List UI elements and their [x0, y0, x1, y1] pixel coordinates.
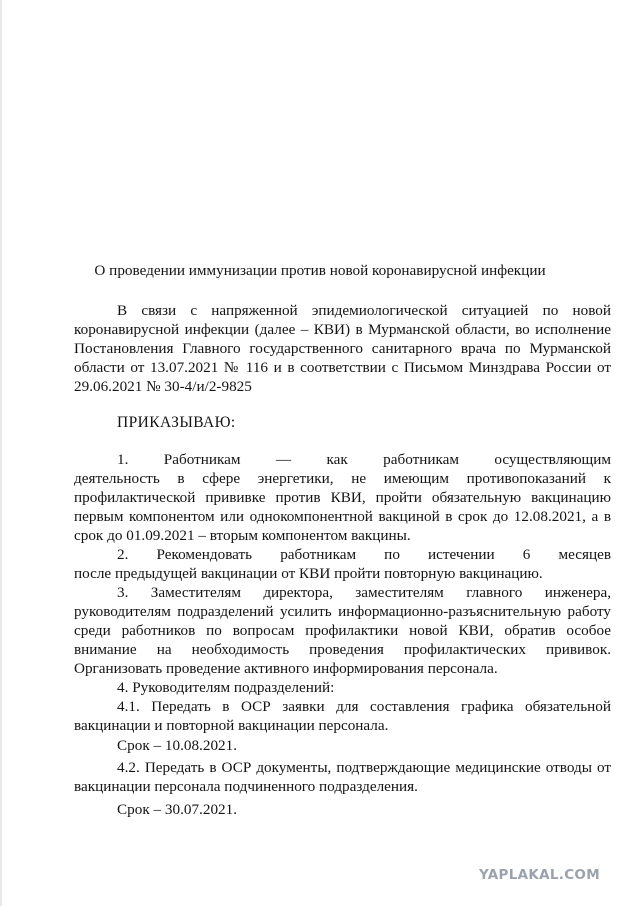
item-4-line: вакцинации персонала подчиненного подразделения. — [74, 778, 418, 795]
intro-line: области от 13.07.2021 № 116 и в соответствии с Письмом Минздрава России от — [74, 359, 611, 376]
item-4-line: вакцинации и повторной вакцинации персонала. — [74, 717, 389, 734]
item-1-line: первым компонентом или однокомпонентной вакциной в срок до 12.08.2021, а в — [74, 508, 611, 525]
intro-line: В связи с напряженной эпидемиологической ситуацией по новой — [117, 302, 611, 319]
order-word: ПРИКАЗЫВАЮ: — [117, 414, 236, 431]
intro-line: Постановления Главного государственного санитарного врача по Мурманской — [74, 340, 611, 357]
item-3-line: внимание на необходимость проведения профилактических прививок. — [74, 641, 611, 658]
item-1-line: срок до 01.09.2021 – вторым компонентом вакцины. — [74, 527, 411, 544]
intro-line: коронавирусной инфекции (далее – КВИ) в Мурманской области, во исполнение — [74, 321, 611, 338]
item-3-line: руководителям подразделений усилить информационно-разъяснительную работу — [74, 603, 611, 620]
item-1-line: деятельность в сфере энергетики, не имеющим противопоказаний к — [74, 470, 611, 487]
watermark: YAPLAKAL.COM — [479, 867, 600, 883]
item-1-line: 1. Работникам — как работникам осуществляющим — [117, 451, 611, 468]
item-1-line: профилактической прививке против КВИ, пройти обязательную вакцинацию — [74, 489, 611, 506]
item-4-line: 4.1. Передать в ОСР заявки для составления графика обязательной — [117, 698, 611, 715]
document-title: О проведении иммунизации против новой коронавирусной инфекции — [94, 262, 546, 279]
deadline: Срок – 30.07.2021. — [117, 801, 238, 818]
item-2-line: после предыдущей вакцинации от КВИ пройти повторную вакцинацию. — [74, 565, 543, 582]
item-3-line: среди работников по вопросам профилактики новой КВИ, обратив особое — [74, 622, 611, 639]
item-4-line: 4. Руководителям подразделений: — [117, 679, 335, 696]
deadline: Срок – 10.08.2021. — [117, 737, 238, 754]
item-3-line: Организовать проведение активного информирования персонала. — [74, 660, 498, 677]
item-4-line: 4.2. Передать в ОСР документы, подтверждающие медицинские отводы от — [117, 759, 611, 776]
item-3-line: 3. Заместителям директора, заместителям главного инженера, — [117, 584, 611, 601]
intro-line: 29.06.2021 № 30-4/и/2-9825 — [74, 378, 252, 395]
item-2-line: 2. Рекомендовать работникам по истечении 6 месяцев — [117, 546, 611, 563]
